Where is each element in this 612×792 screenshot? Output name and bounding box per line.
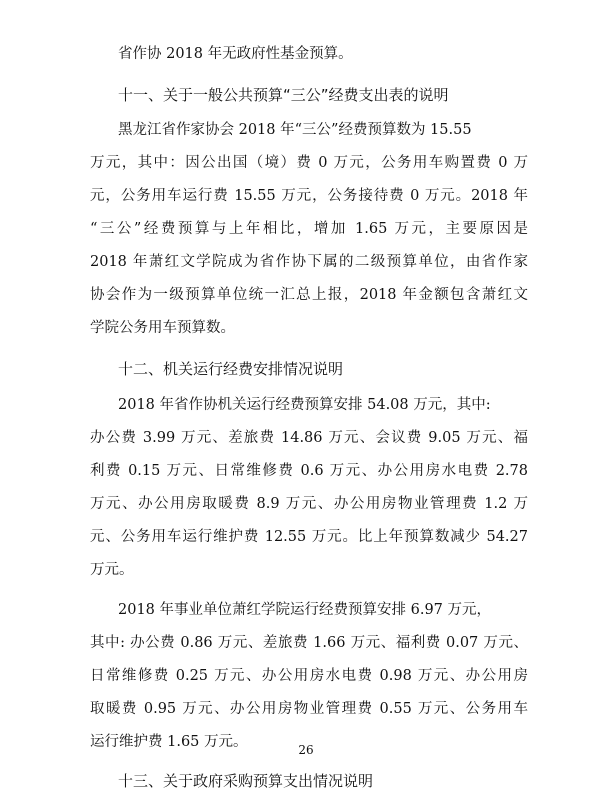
section-12-p1-line-6: 万元。 bbox=[90, 562, 134, 578]
section-11-line-5: 2018 年萧红文学院成为省作协下属的二级预算单位，由省作家 bbox=[90, 254, 528, 270]
section-12-p1-line-1: 2018 年省作协机关运行经费预算安排 54.08 万元，其中: bbox=[118, 397, 491, 413]
section-12-p1-line-3: 利费 0.15 万元、日常维修费 0.6 万元、办公用房水电费 2.78 bbox=[90, 463, 528, 479]
page-number: 26 bbox=[298, 743, 314, 757]
section-12-p1-line-4: 万元、办公用房取暖费 8.9 万元、办公用房物业管理费 1.2 万 bbox=[90, 496, 528, 512]
section-12-p1-line-2: 办公费 3.99 万元、差旅费 14.86 万元、会议费 9.05 万元、福 bbox=[90, 430, 528, 446]
section-11-line-3: 元，公务用车运行费 15.55 万元，公务接待费 0 万元。2018 年 bbox=[90, 188, 528, 204]
section-12-p2-line-2: 其中: 办公费 0.86 万元、差旅费 1.66 万元、福利费 0.07 万元、 bbox=[90, 635, 528, 651]
section-11-line-7: 学院公务用车预算数。 bbox=[90, 320, 235, 336]
section-13-heading: 十三、关于政府采购预算支出情况说明 bbox=[118, 772, 374, 790]
section-12-p2-line-5: 运行维护费 1.65 万元。 bbox=[90, 734, 248, 750]
section-12-p2-line-4: 取暖费 0.95 万元、办公用房物业管理费 0.55 万元、公务用车 bbox=[90, 701, 528, 717]
section-12-heading: 十二、机关运行经费安排情况说明 bbox=[118, 360, 344, 378]
section-11-line-1: 黑龙江省作家协会 2018 年“三公”经费预算数为 15.55 bbox=[118, 122, 472, 138]
section-11-line-4: “三公”经费预算与上年相比，增加 1.65 万元，主要原因是 bbox=[90, 221, 528, 237]
section-12-p2-line-3: 日常维修费 0.25 万元、办公用房水电费 0.98 万元、办公用房 bbox=[90, 668, 528, 684]
section-11-line-6: 协会作为一级预算单位统一汇总上报，2018 年金额包含萧红文 bbox=[90, 287, 528, 303]
section-12-p1-line-5: 元、公务用车运行维护费 12.55 万元。比上年预算数减少 54.27 bbox=[90, 529, 528, 545]
section-11-line-2: 万元，其中：因公出国（境）费 0 万元，公务用车购置费 0 万 bbox=[90, 155, 528, 171]
section-11-heading: 十一、关于一般公共预算“三公”经费支出表的说明 bbox=[118, 86, 449, 104]
intro-line: 省作协 2018 年无政府性基金预算。 bbox=[118, 46, 353, 62]
section-12-p2-line-1: 2018 年事业单位萧红学院运行经费预算安排 6.97 万元， bbox=[118, 602, 492, 618]
